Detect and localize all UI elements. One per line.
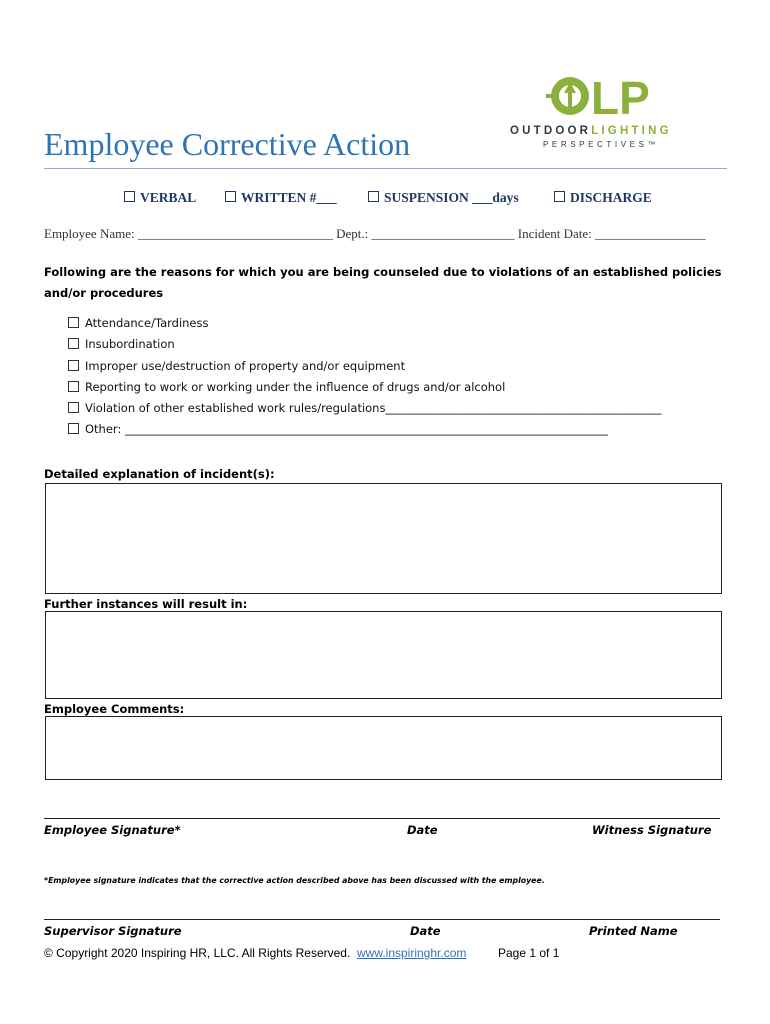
website-link[interactable]: www.inspiringhr.com [357,946,467,960]
option-verbal[interactable]: VERBAL [124,190,196,206]
list-item[interactable]: Other: ____________________________________________________________________________________ [68,419,661,440]
list-item[interactable]: Violation of other established work rules/regulations________________________________________________ [68,398,661,419]
date-label: Date [407,823,438,837]
list-item[interactable]: Improper use/destruction of property and/or equipment [68,356,661,377]
employee-signature-line[interactable] [44,818,720,819]
footer-copyright [44,946,466,960]
checkbox-icon[interactable] [225,191,236,202]
employee-signature-label: Employee Signature* [44,823,181,837]
checkbox-icon[interactable] [68,423,79,434]
date-label: Date [410,924,441,938]
company-logo [506,70,692,152]
checkbox-icon[interactable] [368,191,379,202]
employee-info-line[interactable]: Employee Name: ______________________________ Dept.: ______________________ Incident Date: _________________ [44,226,706,241]
svg-text:OUTDOORLIGHTING: OUTDOORLIGHTING [510,125,672,137]
olp-logo-icon [506,70,692,152]
comments-label: Employee Comments: [44,702,185,716]
page-title: Employee Corrective Action [44,126,411,162]
copyright-text: © Copyright 2020 Inspiring HR, LLC. All Rights Reserved. [44,946,351,960]
checkbox-icon[interactable] [68,402,79,413]
checkbox-icon[interactable] [68,381,79,392]
reasons-intro: Following are the reasons for which you are being counseled due to violations of an established policies and/or procedures [44,265,722,300]
supervisor-signature-label: Supervisor Signature [44,924,182,938]
explanation-label: Detailed explanation of incident(s): [44,467,275,481]
title-divider [44,168,727,169]
logo-tagline: PERSPECTIVES™ [543,140,660,149]
list-item[interactable]: Attendance/Tardiness [68,313,661,334]
logo-mark-text: LP [591,72,650,124]
signature-note: *Employee signature indicates that the corrective action described above has been discussed with the employee. [44,876,545,885]
list-item[interactable]: Reporting to work or working under the influence of drugs and/or alcohol [68,377,661,398]
checkbox-icon[interactable] [68,360,79,371]
explanation-textbox[interactable] [45,483,722,594]
page-number: Page 1 of 1 [498,946,560,960]
further-textbox[interactable] [45,611,722,699]
checkbox-icon[interactable] [554,191,565,202]
printed-name-label: Printed Name [589,924,678,938]
checkbox-icon[interactable] [124,191,135,202]
further-label: Further instances will result in: [44,597,248,611]
supervisor-signature-line[interactable] [44,919,720,920]
witness-signature-label: Witness Signature [592,823,712,837]
checkbox-icon[interactable] [68,317,79,328]
comments-textbox[interactable] [45,716,722,780]
option-discharge[interactable]: DISCHARGE [554,190,652,206]
reasons-list [68,313,661,441]
list-item[interactable]: Insubordination [68,334,661,355]
option-suspension[interactable]: SUSPENSION ___days [368,190,519,206]
option-written[interactable]: WRITTEN #___ [225,190,337,206]
checkbox-icon[interactable] [68,338,79,349]
